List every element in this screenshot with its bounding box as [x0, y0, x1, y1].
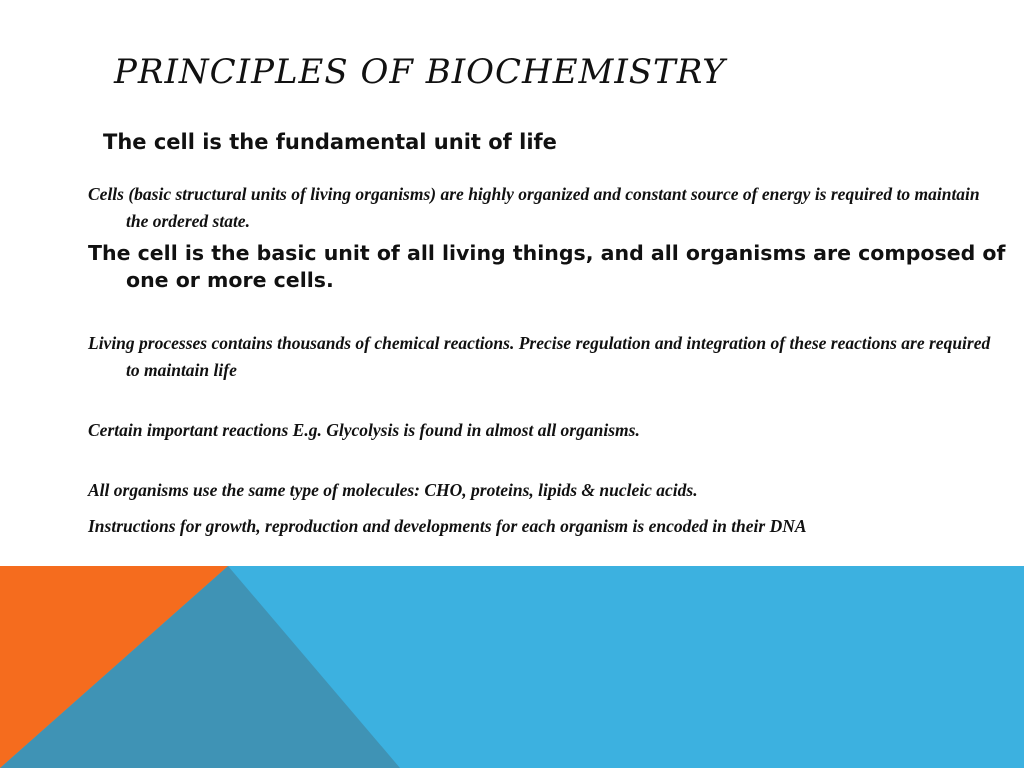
bullet-paragraph-basic-unit: The cell is the basic unit of all living things, and all organisms are composed of one or more cells.	[88, 241, 1006, 292]
bullet-paragraph-molecules: All organisms use the same type of molecules: CHO, proteins, lipids & nucleic acids.	[88, 480, 698, 500]
bullet-paragraph-dna: Instructions for growth, reproduction and developments for each organism is encoded in their DNA	[88, 516, 807, 536]
slide-subtitle: The cell is the fundamental unit of life	[103, 130, 557, 154]
bullet-paragraph-glycolysis: Certain important reactions E.g. Glycolysis is found in almost all organisms.	[88, 420, 640, 440]
decorative-footer-band	[0, 566, 1024, 768]
bullet-paragraph-cells: Cells (basic structural units of living organisms) are highly organized and constant source of energy is required to maintain the ordered state.	[88, 184, 980, 231]
slide-title: PRINCIPLES OF BIOCHEMISTRY	[114, 52, 726, 92]
bullet-paragraph-living-processes: Living processes contains thousands of chemical reactions. Precise regulation and integration of these reactions are required to maintain life	[88, 333, 991, 380]
